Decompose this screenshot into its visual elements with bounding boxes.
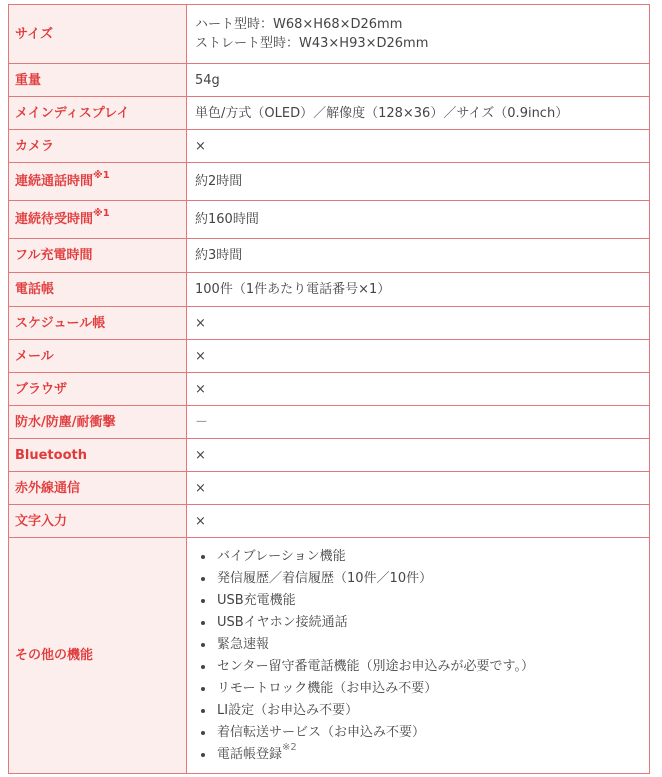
list-item: • USBイヤホン接続通話: [215, 612, 641, 634]
table-row: [9, 439, 650, 472]
full-charge-value: 約3時間: [187, 239, 650, 273]
other-features-label: その他の機能: [9, 538, 187, 774]
infrared-label: 赤外線通信: [9, 472, 187, 505]
table-row: [9, 406, 650, 439]
size-heart-value: ハート型時：W68×H68×D26mm: [195, 17, 403, 32]
waterproof-value: －: [187, 406, 650, 439]
table-row: [9, 130, 650, 163]
list-item: [215, 744, 641, 766]
table-row: [9, 201, 650, 239]
spec-table: [8, 4, 650, 774]
standby-time-label: [9, 201, 187, 239]
camera-value: ×: [187, 130, 650, 163]
list-item: • リモートロック機能（お申込み不要）: [215, 678, 641, 700]
weight-value: 54g: [187, 64, 650, 97]
talk-time-value: 約2時間: [187, 163, 650, 201]
table-row: [9, 239, 650, 273]
full-charge-label: フル充電時間: [9, 239, 187, 273]
talk-time-note: ※1: [93, 169, 110, 181]
standby-time-note: ※1: [93, 207, 110, 219]
standby-time-label-text: 連続待受時間: [15, 212, 94, 227]
bluetooth-label: Bluetooth: [9, 439, 187, 472]
standby-time-value: 約160時間: [187, 201, 650, 239]
phonebook-value: 100件（1件あたり電話番号×1）: [187, 273, 650, 307]
list-item: • 緊急速報: [215, 634, 641, 656]
list-item: • USB充電機能: [215, 590, 641, 612]
list-item: • バイブレーション機能: [215, 546, 641, 568]
text-input-value: ×: [187, 505, 650, 538]
schedule-value: ×: [187, 307, 650, 340]
list-item: • センター留守番電話機能（別途お申込みが必要です。）: [215, 656, 641, 678]
list-item: • LI設定（お申込み不要）: [215, 700, 641, 722]
phonebook-register-note: ※2: [282, 742, 297, 754]
table-row: [9, 307, 650, 340]
waterproof-label: 防水/防塵/耐衝撃: [9, 406, 187, 439]
talk-time-label-text: 連続通話時間: [15, 174, 94, 189]
table-row: [9, 97, 650, 130]
main-display-label: メインディスプレイ: [9, 97, 187, 130]
table-row: [9, 472, 650, 505]
infrared-value: ×: [187, 472, 650, 505]
features-list: [195, 546, 641, 766]
talk-time-label: [9, 163, 187, 201]
table-row: [9, 273, 650, 307]
phonebook-label: 電話帳: [9, 273, 187, 307]
browser-label: ブラウザ: [9, 373, 187, 406]
table-row: [9, 64, 650, 97]
mail-value: ×: [187, 340, 650, 373]
list-item: • 発信履歴／着信履歴（10件／10件）: [215, 568, 641, 590]
phonebook-register-text: 電話帳登録: [217, 746, 283, 762]
size-label: サイズ: [9, 5, 187, 64]
other-features-value: [187, 538, 650, 774]
table-row: [9, 373, 650, 406]
main-display-value: 単色/方式（OLED）／解像度（128×36）／サイズ（0.9inch）: [187, 97, 650, 130]
table-row: [9, 505, 650, 538]
schedule-label: スケジュール帳: [9, 307, 187, 340]
browser-value: ×: [187, 373, 650, 406]
table-row: [9, 163, 650, 201]
bluetooth-value: ×: [187, 439, 650, 472]
weight-label: 重量: [9, 64, 187, 97]
mail-label: メール: [9, 340, 187, 373]
list-item: • 着信転送サービス（お申込み不要）: [215, 722, 641, 744]
size-straight-value: ストレート型時：W43×H93×D26mm: [195, 36, 429, 51]
table-row: [9, 340, 650, 373]
size-value: [187, 5, 650, 64]
text-input-label: 文字入力: [9, 505, 187, 538]
camera-label: カメラ: [9, 130, 187, 163]
table-row: [9, 5, 650, 64]
table-row: [9, 538, 650, 774]
